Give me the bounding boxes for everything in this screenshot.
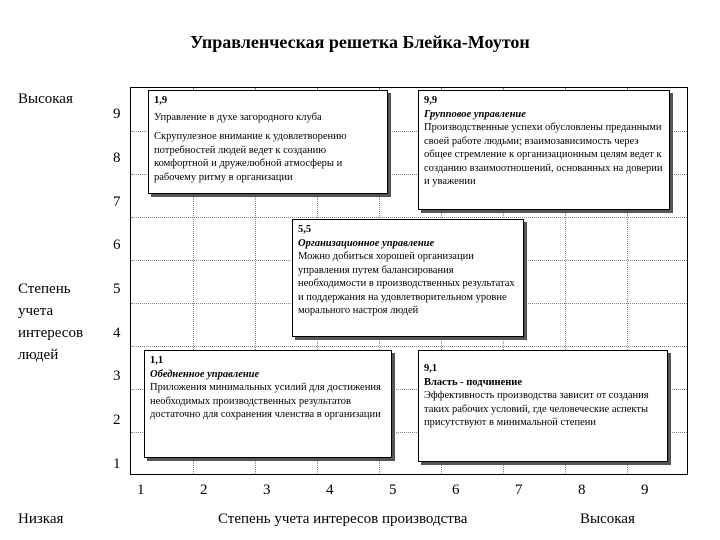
x-tick: 8 <box>578 482 586 498</box>
grid-line <box>131 346 687 347</box>
y-tick: 8 <box>113 150 121 166</box>
y-axis-high-label: Высокая <box>18 91 73 107</box>
x-axis-low-label: Низкая <box>18 511 64 527</box>
x-tick: 4 <box>326 482 334 498</box>
card-code: 1,1 <box>150 355 164 366</box>
card-description: Скрупулезное внимание к удовлетворению потребностей людей ведет к созданию комфортной и дружелюбной атмосферы и рабочему ритму в организации <box>154 131 347 183</box>
x-tick: 1 <box>137 482 145 498</box>
x-tick: 7 <box>515 482 523 498</box>
card-description: Приложения минимальных усилий для достижения необходимых производственных результатов достаточно для сохранения членства в организации <box>150 382 381 420</box>
style-card-1-9 <box>148 90 388 194</box>
card-description: Эффективность производства зависит от создания таких рабочих условий, где человеческие аспекты присутствуют в минимальной степени <box>424 390 649 428</box>
y-tick: 3 <box>113 368 121 384</box>
y-tick: 6 <box>113 237 121 253</box>
y-axis-title-line: Степень <box>18 281 71 297</box>
y-axis-title-line: людей <box>18 347 59 363</box>
y-tick: 5 <box>113 281 121 297</box>
style-card-5-5 <box>292 219 524 337</box>
style-card-1-1 <box>144 350 392 458</box>
y-tick: 9 <box>113 106 121 122</box>
y-axis-title <box>18 278 83 366</box>
x-tick: 6 <box>452 482 460 498</box>
x-tick: 2 <box>200 482 208 498</box>
card-name: Обедненное управление <box>150 368 260 380</box>
y-axis-title-line: интересов <box>18 325 84 341</box>
card-name: Управление в духе загородного клуба <box>154 111 322 123</box>
style-card-9-1 <box>418 350 668 462</box>
y-tick: 1 <box>113 456 121 472</box>
card-code: 9,1 <box>424 363 438 374</box>
x-tick: 3 <box>263 482 271 498</box>
x-axis-title: Степень учета интересов производства <box>218 511 468 527</box>
card-code: 5,5 <box>298 224 312 235</box>
card-name: Организационное управление <box>298 237 435 249</box>
grid-line <box>131 217 687 218</box>
x-tick: 5 <box>389 482 397 498</box>
card-name: Групповое управление <box>424 108 526 120</box>
style-card-9-9 <box>418 90 670 210</box>
y-tick: 7 <box>113 194 121 210</box>
page-title: Управленческая решетка Блейка-Моутон <box>190 32 530 52</box>
card-code: 1,9 <box>154 95 168 106</box>
y-tick: 2 <box>113 412 121 428</box>
card-description: Можно добиться хорошей организации управления путем балансирования необходимости в производственных результатах и поддержания на удовлетворительном уровне морального настроя людей <box>298 251 515 316</box>
x-axis-high-label: Высокая <box>580 511 635 527</box>
card-code: 9,9 <box>424 95 438 106</box>
card-name: Власть - подчинение <box>424 376 523 388</box>
y-axis-title-line: учета <box>18 303 54 319</box>
x-tick: 9 <box>641 482 649 498</box>
card-description: Производственные успехи обусловлены преданными своей работе людьми; взаимозависимость через общее стремление к организационным целям ведет к созданию взаимоотношений, основанных на доверии и уважении <box>424 122 663 187</box>
y-tick: 4 <box>113 325 121 341</box>
